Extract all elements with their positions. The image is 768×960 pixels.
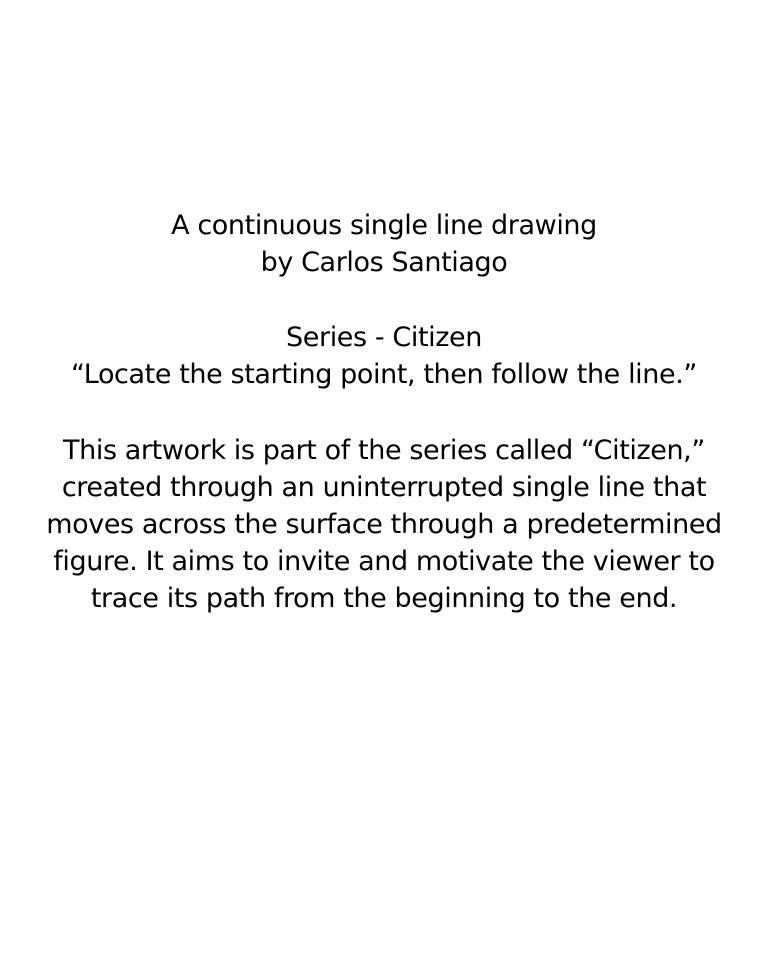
description-line-2: created through an uninterrupted single line that [61, 472, 707, 503]
series-quote: “Locate the starting point, then follow the line.” [71, 359, 697, 390]
series-title: Series - Citizen [286, 322, 482, 353]
intro-title: A continuous single line drawing [171, 210, 597, 241]
description-line-4: figure. It aims to invite and motivate the viewer to [53, 546, 715, 577]
description-line-3: moves across the surface through a predetermined [46, 509, 722, 540]
series-info [0, 319, 768, 393]
artwork-description [0, 432, 768, 617]
artwork-intro [0, 207, 768, 281]
description-line-1: This artwork is part of the series called “Citizen,” [63, 435, 705, 466]
description-line-5: trace its path from the beginning to the end. [90, 583, 678, 614]
artist-credit: by Carlos Santiago [260, 247, 508, 278]
